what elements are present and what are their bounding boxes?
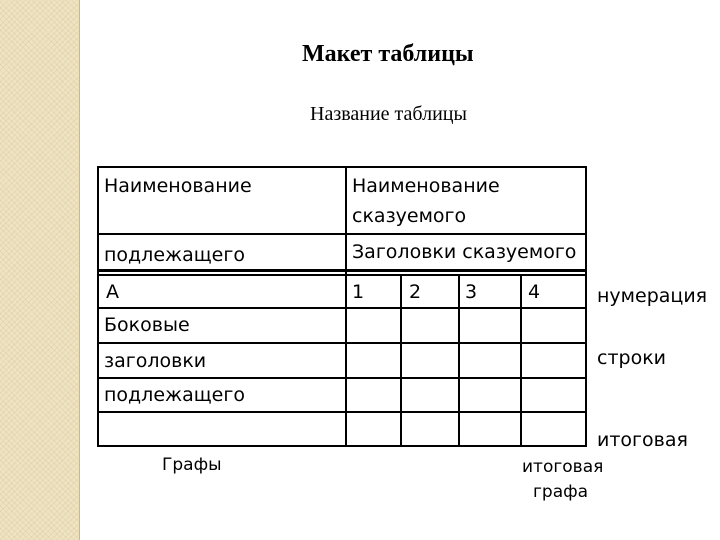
table-line-col-1	[400, 274, 402, 447]
header-predicate-line2: сказуемого	[352, 205, 467, 227]
numbering-cell-a: А	[106, 281, 119, 303]
table-line-row-4	[97, 411, 587, 413]
header-subject-line2: подлежащего	[104, 244, 245, 266]
annotation-total-row: итоговая	[597, 429, 688, 451]
table-line-col-2	[458, 274, 460, 447]
numbering-cell-2: 2	[409, 281, 422, 303]
header-subject-line1: Наименование	[104, 175, 252, 197]
numbering-cell-3: 3	[465, 281, 478, 303]
numbering-cell-4: 4	[528, 281, 541, 303]
annotation-numbering: нумерация	[597, 285, 708, 307]
side-header-line3: подлежащего	[104, 384, 245, 406]
table-line-header-bottom	[97, 269, 587, 272]
table-border-left	[97, 166, 99, 447]
table-border-top	[97, 166, 587, 168]
table-border-bottom	[97, 445, 587, 447]
table-line-header-sub-left	[97, 233, 346, 235]
side-header-line1: Боковые	[104, 314, 190, 336]
table-line-row-3	[97, 377, 587, 379]
table-line-col-subject	[345, 166, 347, 447]
table-border-right	[585, 166, 587, 447]
annotation-total-column-line2: графа	[533, 482, 589, 502]
numbering-cell-1: 1	[352, 281, 365, 303]
table-line-row-1	[97, 307, 587, 309]
annotation-columns: Графы	[162, 455, 222, 475]
table-line-numbering-top	[97, 274, 587, 276]
header-predicate-sub: Заголовки сказуемого	[352, 241, 577, 263]
table-line-row-2	[97, 342, 587, 344]
header-predicate-line1: Наименование	[352, 175, 500, 197]
table-line-header-sub	[346, 233, 587, 235]
table-line-col-3	[520, 274, 522, 447]
annotation-rows: строки	[597, 347, 667, 369]
slide-title: Макет таблицы	[302, 41, 474, 67]
slide-subtitle: Название таблицы	[310, 103, 467, 125]
side-header-line2: заголовки	[104, 350, 207, 372]
annotation-total-column-line1: итоговая	[522, 457, 604, 477]
